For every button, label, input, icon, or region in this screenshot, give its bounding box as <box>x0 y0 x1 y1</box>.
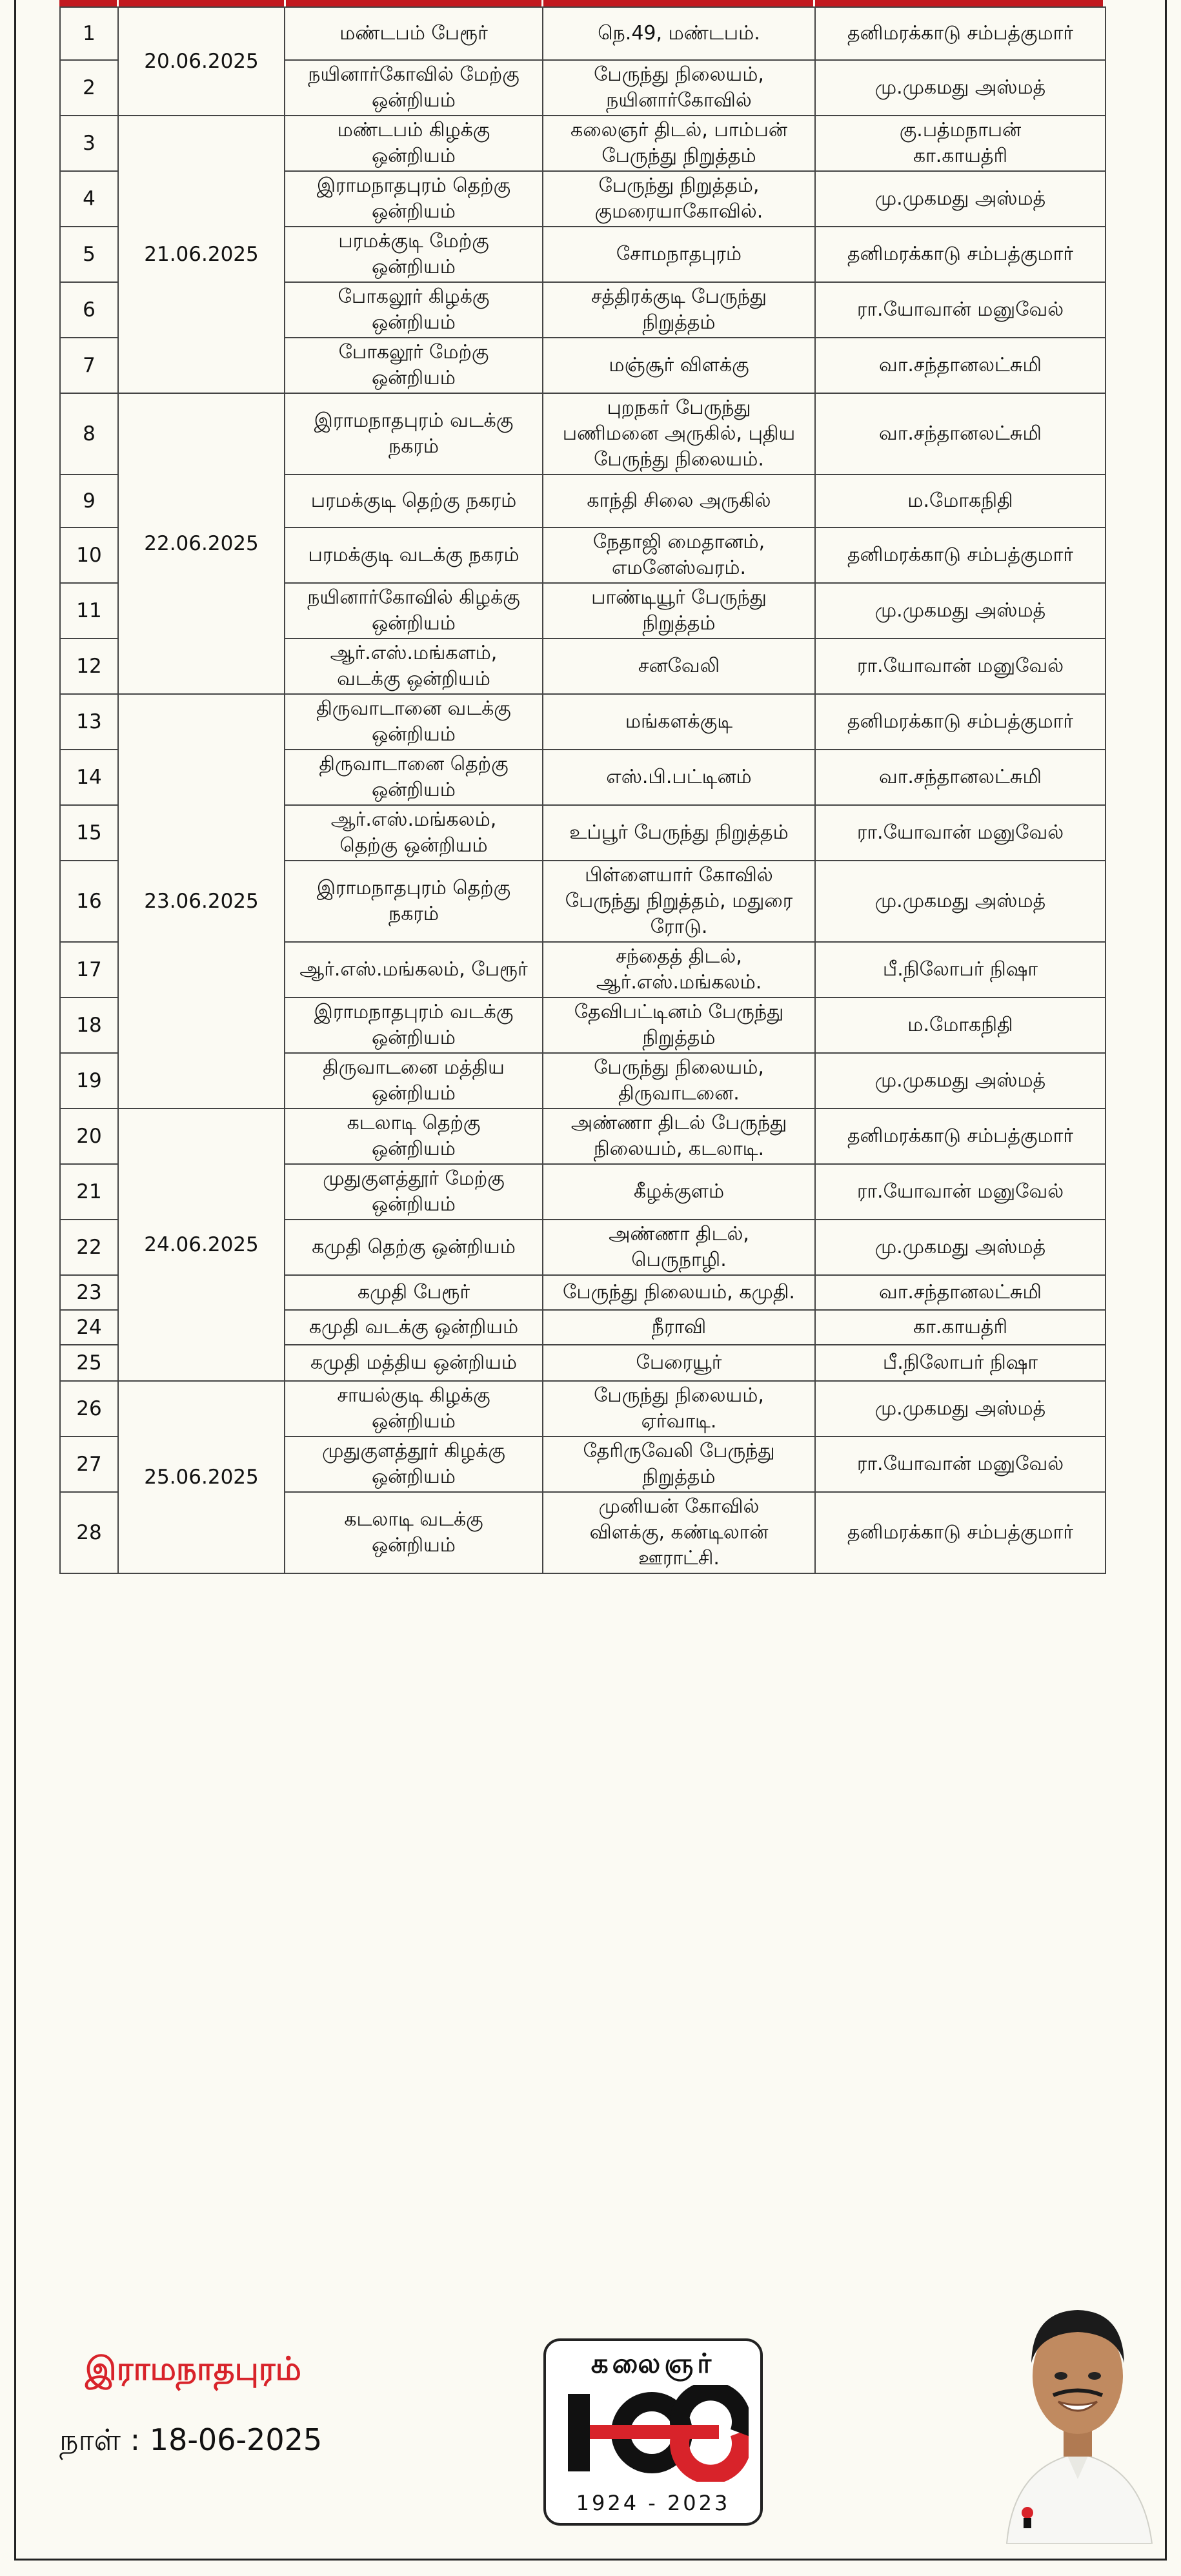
meeting-date: 24.06.2025 <box>118 1109 285 1381</box>
constituency-cell <box>285 171 543 227</box>
speaker-cell-line: ரா.யோவான் மனுவேல் <box>856 298 1064 321</box>
venue-cell <box>543 282 815 338</box>
venue-cell-line: பிள்ளையார் கோவில் <box>585 864 773 886</box>
constituency-cell-line: ஒன்றியம் <box>372 612 456 635</box>
venue-cell-line: பேருந்து நிலையம். <box>594 448 764 471</box>
venue-cell-line: முனியன் கோவில் <box>598 1495 760 1518</box>
venue-cell-line: நிறுத்தம் <box>642 1027 716 1049</box>
venue-cell-line: எஸ்.பி.பட்டினம் <box>606 766 752 788</box>
logo-years: 1924 - 2023 <box>576 2491 731 2515</box>
speaker-cell-line: கா.காயத்ரி <box>913 145 1008 167</box>
constituency-cell <box>285 997 543 1053</box>
constituency-cell-line: கமுதி மத்திய ஒன்றியம் <box>310 1351 518 1374</box>
constituency-cell-line: கமுதி வடக்கு ஒன்றியம் <box>308 1316 519 1338</box>
serial-number: 3 <box>60 116 118 171</box>
serial-number: 9 <box>60 475 118 527</box>
venue-cell-line: பேருந்து நிறுத்தம், மதுரை <box>565 890 793 912</box>
meeting-date: 22.06.2025 <box>118 393 285 694</box>
speaker-cell-line: தனிமரக்காடு சம்பத்குமார் <box>847 544 1074 566</box>
speaker-cell-line: வா.சந்தானலட்சுமி <box>879 354 1042 376</box>
constituency-cell-line: ஒன்றியம் <box>372 1027 456 1049</box>
serial-number: 6 <box>60 282 118 338</box>
meeting-date: 21.06.2025 <box>118 116 285 393</box>
venue-cell-line: அண்ணா திடல் பேருந்து <box>570 1112 787 1134</box>
venue-cell-line: பணிமனை அருகில், புதிய <box>562 422 796 445</box>
venue-cell-line: உப்பூர் பேருந்து நிறுத்தம் <box>569 821 789 844</box>
serial-number: 24 <box>60 1310 118 1345</box>
constituency-cell <box>285 1492 543 1573</box>
serial-number: 8 <box>60 393 118 475</box>
speaker-cell-line: வா.சந்தானலட்சுமி <box>879 766 1042 788</box>
serial-number: 28 <box>60 1492 118 1573</box>
constituency-cell-line: மண்டபம் பேரூர் <box>339 22 488 45</box>
venue-cell-line: நேதாஜி மைதானம், <box>592 531 765 553</box>
speaker-cell-line: மு.முகமது அஸ்மத் <box>874 1236 1046 1258</box>
constituency-cell <box>285 282 543 338</box>
venue-cell-line: பேருந்து நிலையம், கமுதி. <box>563 1281 795 1303</box>
venue-cell <box>543 750 815 805</box>
venue-cell <box>543 861 815 942</box>
venue-cell-line: பேருந்து நிலையம், <box>594 1056 764 1079</box>
serial-number: 5 <box>60 227 118 282</box>
venue-cell <box>543 171 815 227</box>
constituency-cell-line: கமுதி பேரூர் <box>357 1281 470 1303</box>
speaker-cell-line: ரா.யோவான் மனுவேல் <box>856 655 1064 677</box>
speaker-cell <box>815 1492 1105 1573</box>
serial-number: 16 <box>60 861 118 942</box>
constituency-cell <box>285 1345 543 1381</box>
constituency-cell-line: முதுகுளத்தூர் மேற்கு <box>323 1167 505 1190</box>
constituency-cell-line: திருவாடானை தெற்கு <box>319 753 509 775</box>
meeting-date: 25.06.2025 <box>118 1381 285 1573</box>
constituency-cell-line: ஒன்றியம் <box>372 145 456 167</box>
meeting-date: 23.06.2025 <box>118 694 285 1109</box>
constituency-cell-line: போகலூர் மேற்கு <box>338 341 489 363</box>
venue-cell-line: சத்திரக்குடி பேருந்து <box>590 285 767 308</box>
serial-number: 20 <box>60 1109 118 1164</box>
constituency-cell-line: போகலூர் கிழக்கு <box>338 285 490 308</box>
serial-number: 27 <box>60 1436 118 1492</box>
serial-number: 21 <box>60 1164 118 1220</box>
venue-cell-line: ஆர்.எஸ்.மங்கலம். <box>596 971 762 994</box>
constituency-cell-line: திருவாடனை மத்திய <box>323 1056 505 1079</box>
serial-number: 11 <box>60 583 118 639</box>
venue-cell-line: நீராவி <box>651 1316 707 1338</box>
constituency-cell-line: ஒன்றியம் <box>372 779 456 801</box>
constituency-cell <box>285 60 543 116</box>
speaker-cell <box>815 1053 1105 1109</box>
venue-cell-line: நயினார்கோவில் <box>606 89 752 112</box>
speaker-cell <box>815 942 1105 997</box>
speaker-cell-line: மு.முகமது அஸ்மத் <box>874 187 1046 210</box>
venue-cell-line: பேருந்து நிலையம், <box>594 1384 764 1407</box>
serial-number: 19 <box>60 1053 118 1109</box>
constituency-cell <box>285 1053 543 1109</box>
venue-cell-line: கீழக்குளம் <box>633 1180 725 1203</box>
constituency-cell <box>285 1436 543 1492</box>
venue-cell-line: நெ.49, மண்டபம். <box>598 22 760 45</box>
venue-cell-line: விளக்கு, கண்டிலான் <box>589 1521 769 1544</box>
venue-cell-line: சந்தைத் திடல், <box>616 945 742 968</box>
venue-cell-line: சோமநாதபுரம் <box>616 243 742 265</box>
constituency-cell <box>285 639 543 694</box>
serial-number: 13 <box>60 694 118 750</box>
constituency-cell-line: தெற்கு ஒன்றியம் <box>339 834 488 857</box>
venue-cell <box>543 1492 815 1573</box>
speaker-cell <box>815 694 1105 750</box>
constituency-cell-line: சாயல்குடி கிழக்கு <box>337 1384 490 1407</box>
speaker-cell-line: தனிமரக்காடு சம்பத்குமார் <box>847 22 1074 45</box>
constituency-cell-line: ஒன்றியம் <box>372 1534 456 1557</box>
speaker-cell-line: கு.பத்மநாபன் <box>899 119 1022 141</box>
venue-cell-line: காந்தி சிலை அருகில் <box>587 489 771 512</box>
venue-cell-line: நிறுத்தம் <box>642 612 716 635</box>
serial-number: 7 <box>60 338 118 393</box>
leader-portrait <box>994 2273 1162 2544</box>
venue-cell-line: எமனேஸ்வரம். <box>611 557 747 579</box>
speaker-cell <box>815 338 1105 393</box>
header-strip <box>59 0 1105 6</box>
venue-cell-line: பேருந்து நிலையம், <box>594 63 764 86</box>
speaker-cell <box>815 171 1105 227</box>
speaker-cell <box>815 1345 1105 1381</box>
constituency-cell-line: ஆர்.எஸ்.மங்கலம், பேரூர் <box>299 958 528 981</box>
constituency-cell-line: இராமநாதபுரம் வடக்கு <box>314 1001 514 1023</box>
venue-cell <box>543 475 815 527</box>
venue-cell <box>543 805 815 861</box>
speaker-cell-line: தனிமரக்காடு சம்பத்குமார் <box>847 710 1074 733</box>
constituency-cell <box>285 1109 543 1164</box>
constituency-cell-line: பரமக்குடி மேற்கு <box>338 230 489 252</box>
constituency-cell-line: இராமநாதபுரம் தெற்கு <box>316 174 511 197</box>
venue-cell <box>543 393 815 475</box>
district-name: இராமநாதபுரம் <box>85 2350 301 2387</box>
constituency-cell-line: வடக்கு ஒன்றியம் <box>337 668 490 690</box>
speaker-cell-line: வா.சந்தானலட்சுமி <box>879 422 1042 445</box>
speaker-cell <box>815 750 1105 805</box>
kalaignar-100-logo <box>543 2338 763 2526</box>
constituency-cell-line: கமுதி தெற்கு ஒன்றியம் <box>312 1236 516 1258</box>
venue-cell <box>543 338 815 393</box>
constituency-cell <box>285 116 543 171</box>
speaker-cell <box>815 116 1105 171</box>
serial-number: 22 <box>60 1220 118 1275</box>
constituency-cell <box>285 694 543 750</box>
speaker-cell <box>815 527 1105 583</box>
serial-number: 12 <box>60 639 118 694</box>
constituency-cell-line: திருவாடானை வடக்கு <box>316 697 511 720</box>
speaker-cell-line: பீ.நிலோபர் நிஷா <box>882 1351 1038 1374</box>
speaker-cell <box>815 805 1105 861</box>
speaker-cell <box>815 1310 1105 1345</box>
serial-number: 15 <box>60 805 118 861</box>
venue-cell-line: ஊராட்சி. <box>638 1547 720 1569</box>
venue-cell <box>543 1310 815 1345</box>
constituency-cell <box>285 338 543 393</box>
venue-cell <box>543 1381 815 1436</box>
venue-cell-line: அண்ணா திடல், <box>609 1223 749 1245</box>
venue-cell <box>543 116 815 171</box>
constituency-cell-line: ஒன்றியம் <box>372 1138 456 1160</box>
speaker-cell-line: மு.முகமது அஸ்மத் <box>874 599 1046 622</box>
constituency-cell <box>285 861 543 942</box>
venue-cell <box>543 639 815 694</box>
venue-cell <box>543 7 815 60</box>
meeting-date: 20.06.2025 <box>118 7 285 116</box>
speaker-cell-line: தனிமரக்காடு சம்பத்குமார் <box>847 1521 1074 1544</box>
constituency-cell-line: முதுகுளத்தூர் கிழக்கு <box>322 1440 505 1462</box>
constituency-cell-line: பரமக்குடி தெற்கு நகரம் <box>310 489 517 512</box>
speaker-cell <box>815 997 1105 1053</box>
constituency-cell-line: ஒன்றியம் <box>372 89 456 112</box>
constituency-cell-line: ஒன்றியம் <box>372 367 456 389</box>
venue-cell-line: குமரையாகோவில். <box>594 200 763 223</box>
constituency-cell-line: ஆர்.எஸ்.மங்கலம், <box>330 808 497 831</box>
speaker-cell-line: கா.காயத்ரி <box>913 1316 1008 1338</box>
speaker-cell-line: மு.முகமது அஸ்மத் <box>874 76 1046 99</box>
venue-cell <box>543 997 815 1053</box>
constituency-cell <box>285 1381 543 1436</box>
constituency-cell-line: ஆர்.எஸ்.மங்களம், <box>330 642 498 664</box>
venue-cell-line: மஞ்சூர் விளக்கு <box>609 354 749 376</box>
venue-cell <box>543 1436 815 1492</box>
venue-cell-line: புறநகர் பேருந்து <box>607 396 751 419</box>
venue-cell <box>543 694 815 750</box>
speaker-cell-line: ரா.யோவான் மனுவேல் <box>856 1180 1064 1203</box>
constituency-cell <box>285 583 543 639</box>
venue-cell <box>543 1109 815 1164</box>
venue-cell <box>543 60 815 116</box>
speaker-cell <box>815 1275 1105 1310</box>
speaker-cell <box>815 1220 1105 1275</box>
speaker-cell-line: ரா.யோவான் மனுவேல் <box>856 1453 1064 1475</box>
venue-cell <box>543 1345 815 1381</box>
constituency-cell <box>285 1220 543 1275</box>
speaker-cell <box>815 639 1105 694</box>
constituency-cell-line: இராமநாதபுரம் வடக்கு <box>314 409 514 432</box>
constituency-cell <box>285 475 543 527</box>
venue-cell-line: ரோடு. <box>650 915 708 938</box>
venue-cell <box>543 227 815 282</box>
serial-number: 26 <box>60 1381 118 1436</box>
constituency-cell-line: பரமக்குடி வடக்கு நகரம் <box>308 544 520 566</box>
venue-cell-line: பேருந்து நிறுத்தம், <box>598 174 760 197</box>
venue-cell-line: நிறுத்தம் <box>642 1466 716 1488</box>
constituency-cell <box>285 7 543 60</box>
constituency-cell-line: நயினார்கோவில் கிழக்கு <box>307 586 520 609</box>
speaker-cell-line: தனிமரக்காடு சம்பத்குமார் <box>847 1125 1074 1147</box>
speaker-cell-line: தனிமரக்காடு சம்பத்குமார் <box>847 243 1074 265</box>
speaker-cell <box>815 282 1105 338</box>
constituency-cell-line: இராமநாதபுரம் தெற்கு <box>316 877 511 899</box>
constituency-cell <box>285 805 543 861</box>
venue-cell-line: நிலையம், கடலாடி. <box>593 1138 765 1160</box>
notice-date: நாள் : 18-06-2025 <box>59 2422 323 2457</box>
serial-number: 23 <box>60 1275 118 1310</box>
constituency-cell-line: ஒன்றியம் <box>372 256 456 278</box>
venue-cell <box>543 1053 815 1109</box>
speaker-cell-line: மு.முகமது அஸ்மத் <box>874 1397 1046 1420</box>
speaker-cell <box>815 1164 1105 1220</box>
speaker-cell <box>815 1109 1105 1164</box>
serial-number: 14 <box>60 750 118 805</box>
constituency-cell-line: நயினார்கோவில் மேற்கு <box>308 63 520 86</box>
constituency-cell-line: மண்டபம் கிழக்கு <box>337 119 490 141</box>
speaker-cell <box>815 60 1105 116</box>
constituency-cell-line: ஒன்றியம் <box>372 1193 456 1216</box>
speaker-cell <box>815 583 1105 639</box>
speaker-cell-line: வா.சந்தானலட்சுமி <box>879 1281 1042 1303</box>
venue-cell <box>543 1164 815 1220</box>
venue-cell-line: மங்களக்குடி <box>625 710 733 733</box>
speaker-cell <box>815 475 1105 527</box>
speaker-cell <box>815 227 1105 282</box>
venue-cell <box>543 942 815 997</box>
constituency-cell-line: நகரம் <box>388 903 439 925</box>
table-row <box>60 1109 1105 1164</box>
logo-title: கலைஞர் <box>590 2347 716 2379</box>
serial-number: 2 <box>60 60 118 116</box>
serial-number: 17 <box>60 942 118 997</box>
speaker-cell <box>815 7 1105 60</box>
venue-cell-line: பெருநாழி. <box>631 1249 727 1271</box>
speaker-cell-line: ம.மோகநிதி <box>907 1014 1013 1036</box>
table-row <box>60 393 1105 475</box>
serial-number: 1 <box>60 7 118 60</box>
venue-cell-line: பேருந்து நிறுத்தம் <box>601 145 756 167</box>
logo-100-mark <box>561 2385 749 2482</box>
schedule-table <box>59 6 1106 1574</box>
constituency-cell <box>285 750 543 805</box>
constituency-cell <box>285 1275 543 1310</box>
venue-cell <box>543 1220 815 1275</box>
constituency-cell-line: கடலாடி வடக்கு <box>344 1508 483 1531</box>
venue-cell <box>543 583 815 639</box>
constituency-cell <box>285 227 543 282</box>
constituency-cell <box>285 393 543 475</box>
serial-number: 10 <box>60 527 118 583</box>
speaker-cell <box>815 1436 1105 1492</box>
serial-number: 18 <box>60 997 118 1053</box>
speaker-cell <box>815 393 1105 475</box>
constituency-cell-line: ஒன்றியம் <box>372 1082 456 1105</box>
serial-number: 25 <box>60 1345 118 1381</box>
venue-cell-line: பாண்டியூர் பேருந்து <box>591 586 767 609</box>
constituency-cell-line: கடலாடி தெற்கு <box>347 1112 481 1134</box>
constituency-cell-line: ஒன்றியம் <box>372 723 456 746</box>
speaker-cell-line: பீ.நிலோபர் நிஷா <box>882 958 1038 981</box>
table-row <box>60 116 1105 171</box>
venue-cell <box>543 527 815 583</box>
constituency-cell <box>285 942 543 997</box>
venue-cell-line: நிறுத்தம் <box>642 311 716 334</box>
speaker-cell-line: ரா.யோவான் மனுவேல் <box>856 821 1064 844</box>
venue-cell-line: பேரையூர் <box>636 1351 722 1374</box>
constituency-cell-line: ஒன்றியம் <box>372 1410 456 1433</box>
constituency-cell <box>285 1310 543 1345</box>
serial-number: 4 <box>60 171 118 227</box>
table-row <box>60 1381 1105 1436</box>
speaker-cell <box>815 861 1105 942</box>
venue-cell-line: தேரிருவேலி பேருந்து <box>583 1440 775 1462</box>
constituency-cell-line: ஒன்றியம் <box>372 311 456 334</box>
venue-cell-line: சனவேலி <box>638 655 720 677</box>
venue-cell-line: கலைஞர் திடல், பாம்பன் <box>570 119 787 141</box>
speaker-cell-line: மு.முகமது அஸ்மத் <box>874 890 1046 912</box>
constituency-cell-line: நகரம் <box>388 435 439 458</box>
constituency-cell <box>285 527 543 583</box>
speaker-cell <box>815 1381 1105 1436</box>
venue-cell-line: ஏர்வாடி. <box>641 1410 717 1433</box>
venue-cell-line: தேவிபட்டினம் பேருந்து <box>574 1001 784 1023</box>
speaker-cell-line: மு.முகமது அஸ்மத் <box>874 1069 1046 1092</box>
table-row <box>60 7 1105 60</box>
table-row <box>60 694 1105 750</box>
constituency-cell-line: ஒன்றியம் <box>372 1466 456 1488</box>
constituency-cell-line: ஒன்றியம் <box>372 200 456 223</box>
speaker-cell-line: ம.மோகநிதி <box>907 489 1013 512</box>
venue-cell-line: திருவாடனை. <box>618 1082 740 1105</box>
constituency-cell <box>285 1164 543 1220</box>
venue-cell <box>543 1275 815 1310</box>
